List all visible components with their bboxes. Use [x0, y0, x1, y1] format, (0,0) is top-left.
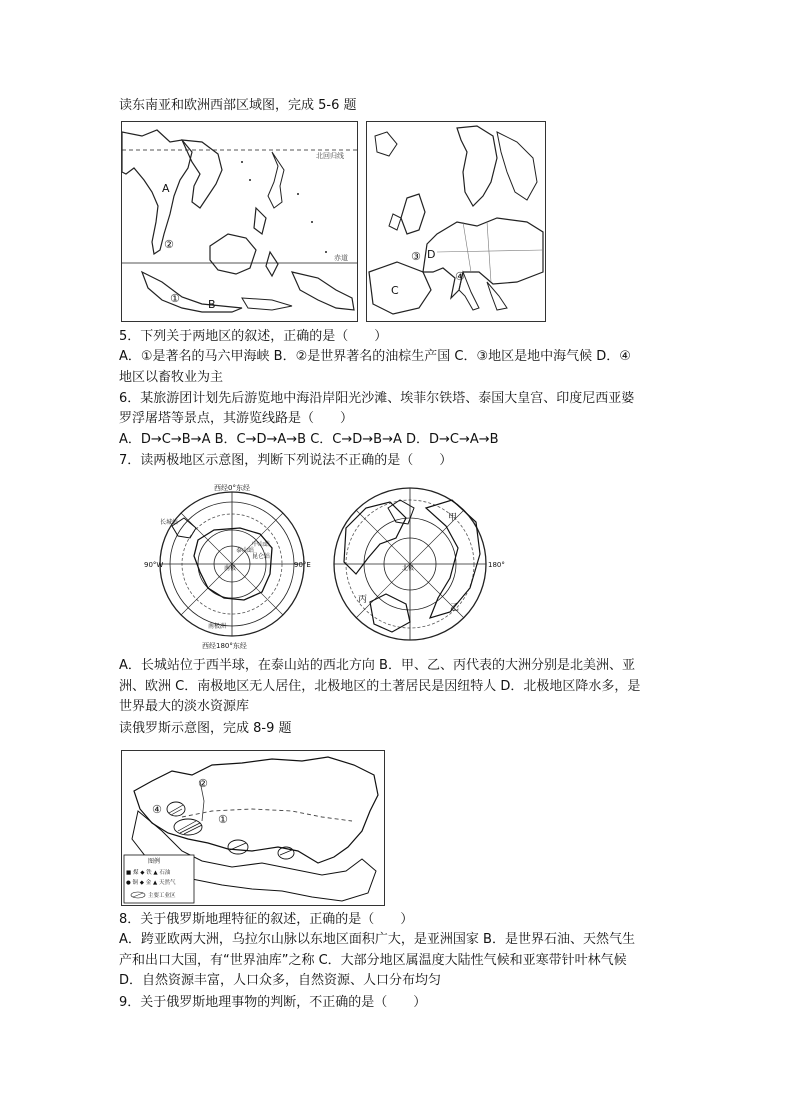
q7-options-line1: A．长城站位于西半球，在泰山站的西北方向 B．甲、乙、丙代表的大洲分别是北美洲、亚	[119, 658, 635, 673]
north-pole-map	[330, 478, 505, 650]
russia-map-drawing	[122, 751, 384, 905]
equator-label: 赤道	[334, 254, 348, 262]
label-yi: 乙	[450, 603, 460, 613]
russia-map	[121, 750, 385, 906]
russia-label-4: ④	[152, 803, 162, 816]
q5-options-line2: 地区以畜牧业为主	[119, 370, 224, 385]
south-pole-map-drawing	[144, 478, 322, 650]
russia-legend-row1: ■ 煤 ◆ 铁 ▲ 石油	[126, 870, 171, 876]
label-bing: 丙	[358, 595, 368, 605]
q6-stem-line2: 罗浮屠塔等景点，其游览线路是（ ）	[119, 411, 354, 426]
label-d: D	[427, 248, 436, 261]
russia-legend-row2: ● 铜 ◆ 金 ▲ 天然气	[126, 880, 176, 886]
north-pole-map-drawing	[330, 478, 505, 650]
label-1: ①	[170, 292, 180, 305]
q9-stem: 9．关于俄罗斯地理事物的判断，不正确的是（ ）	[119, 995, 427, 1010]
q8-options-line3: D．自然资源丰富，人口众多，自然资源、人口分布均匀	[119, 973, 442, 988]
south-pole-map	[144, 478, 322, 650]
south-top-label: 西经0°东经	[214, 484, 250, 492]
station-zhongshan: 中山站	[252, 541, 271, 548]
q7-options-line2: 洲、欧洲 C．南极地区无人居住，北极地区的土著居民是因纽特人 D．北极地区降水多，是	[119, 679, 641, 694]
tropic-label: 北回归线	[316, 152, 344, 160]
south-right-label: 90°E	[294, 561, 311, 569]
intro-5-6: 读东南亚和欧洲西部区域图，完成 5-6 题	[119, 98, 357, 113]
europe-map-drawing	[367, 122, 545, 321]
q7-stem: 7．读两极地区示意图，判断下列说法不正确的是（ ）	[119, 453, 453, 468]
q6-options: A．D→C→B→A B．C→D→A→B C．C→D→B→A D．D→C→A→B	[119, 432, 499, 447]
south-sea-label: 南极洲	[208, 623, 227, 630]
label-2: ②	[164, 238, 174, 251]
label-b: B	[208, 298, 216, 311]
label-jia: 甲	[448, 513, 458, 523]
south-center-label: 南极	[224, 565, 237, 572]
q8-stem: 8．关于俄罗斯地理特征的叙述，正确的是（ ）	[119, 912, 414, 927]
station-kunlun: 昆仑站	[252, 553, 271, 560]
russia-label-2: ②	[198, 777, 208, 790]
intro-8-9: 读俄罗斯示意图，完成 8-9 题	[119, 721, 292, 736]
q7-options-line3: 世界最大的淡水资源库	[119, 699, 250, 714]
russia-legend-row3: 主要工业区	[148, 893, 176, 899]
q5-options-line1: A．①是著名的马六甲海峡 B．②是世界著名的油棕生产国 C．③地区是地中海气候 D．④	[119, 349, 631, 364]
south-bottom-label: 西经180°东经	[202, 642, 247, 650]
q8-options-line1: A．跨亚欧两大洲，乌拉尔山脉以东地区面积广大，是亚洲国家 B．是世界石油、天然气生	[119, 932, 635, 947]
q5-stem: 5．下列关于两地区的叙述，正确的是（ ）	[119, 329, 388, 344]
q6-stem-line1: 6．某旅游团计划先后游览地中海沿岸阳光沙滩、埃菲尔铁塔、泰国大皇宫、印度尼西亚婆	[119, 391, 635, 406]
southeast-asia-map-drawing	[122, 122, 357, 321]
russia-label-1: ①	[218, 813, 228, 826]
russia-legend-title: 图例	[148, 858, 161, 865]
label-c: C	[391, 284, 399, 297]
label-4: ④	[455, 270, 465, 283]
q8-options-line2: 产和出口大国，有“世界油库”之称 C．大部分地区属温度大陆性气候和亚寒带针叶林气候	[119, 953, 627, 968]
north-right-label: 180°	[488, 561, 505, 569]
south-left-label: 90°W	[144, 561, 164, 569]
station-taishan: 泰山站	[236, 547, 255, 554]
label-a: A	[162, 182, 170, 195]
europe-map	[366, 121, 546, 322]
station-changcheng: 长城站	[160, 519, 179, 526]
southeast-asia-map	[121, 121, 358, 322]
north-center-label: 北极	[402, 565, 415, 572]
label-3: ③	[411, 250, 421, 263]
